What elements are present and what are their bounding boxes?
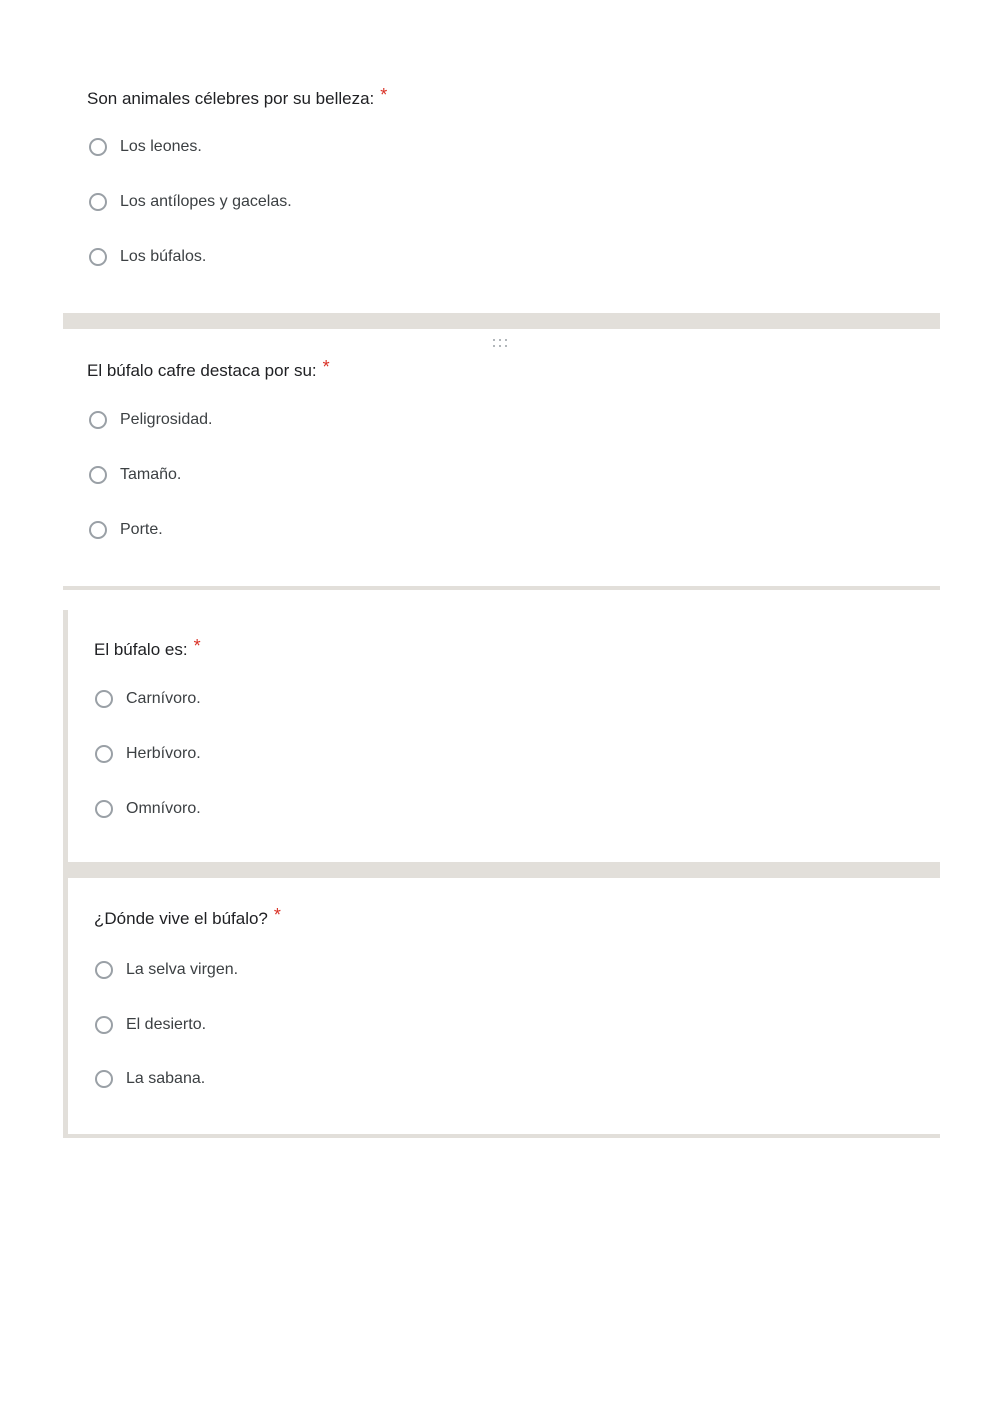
- question-title: [87, 85, 388, 109]
- radio-option[interactable]: [95, 690, 201, 708]
- radio-button[interactable]: [89, 521, 107, 539]
- question-card: [63, 60, 940, 313]
- radio-option[interactable]: [89, 248, 206, 266]
- required-asterisk: *: [380, 85, 388, 105]
- radio-option[interactable]: [89, 466, 181, 484]
- option-label: Porte.: [120, 521, 163, 538]
- radio-option[interactable]: [89, 411, 213, 429]
- section-separator: [63, 862, 940, 878]
- option-label: Peligrosidad.: [120, 411, 213, 428]
- radio-option[interactable]: [89, 521, 163, 539]
- question-card: [68, 878, 940, 1134]
- radio-option[interactable]: [95, 745, 201, 763]
- option-label: Carnívoro.: [126, 690, 201, 707]
- question-title-text: Son animales célebres por su belleza:: [87, 89, 375, 108]
- question-title-text: El búfalo cafre destaca por su:: [87, 361, 317, 380]
- radio-option[interactable]: [89, 193, 292, 211]
- option-label: El desierto.: [126, 1016, 207, 1033]
- radio-option[interactable]: [95, 800, 201, 818]
- section-separator: [63, 586, 940, 590]
- required-asterisk: *: [273, 905, 281, 925]
- radio-button[interactable]: [89, 138, 107, 156]
- question-title: [94, 636, 201, 660]
- question-card: [68, 610, 940, 862]
- option-label: Herbívoro.: [126, 745, 201, 762]
- drag-handle-icon[interactable]: [491, 338, 511, 348]
- option-label: Los antílopes y gacelas.: [120, 193, 292, 210]
- section-separator: [63, 313, 940, 329]
- option-label: Omnívoro.: [126, 800, 201, 817]
- radio-button[interactable]: [95, 745, 113, 763]
- option-label: Los búfalos.: [120, 248, 207, 265]
- radio-button[interactable]: [89, 411, 107, 429]
- question-title-text: El búfalo es:: [94, 640, 188, 659]
- question-card: [63, 329, 940, 586]
- radio-option[interactable]: [95, 1070, 205, 1088]
- question-title: [87, 357, 330, 381]
- radio-option[interactable]: [95, 961, 238, 979]
- required-asterisk: *: [193, 636, 201, 656]
- option-label: Tamaño.: [120, 466, 182, 483]
- option-label: La sabana.: [126, 1070, 206, 1087]
- option-label: Los leones.: [120, 138, 202, 155]
- radio-button[interactable]: [95, 800, 113, 818]
- question-title: [94, 905, 281, 929]
- radio-option[interactable]: [89, 138, 202, 156]
- radio-option[interactable]: [95, 1016, 206, 1034]
- radio-button[interactable]: [89, 193, 107, 211]
- radio-button[interactable]: [95, 690, 113, 708]
- section-separator: [63, 1134, 940, 1138]
- radio-button[interactable]: [89, 466, 107, 484]
- required-asterisk: *: [322, 357, 330, 377]
- radio-button[interactable]: [89, 248, 107, 266]
- radio-button[interactable]: [95, 1016, 113, 1034]
- question-title-text: ¿Dónde vive el búfalo?: [94, 909, 268, 928]
- option-label: La selva virgen.: [126, 961, 239, 978]
- radio-button[interactable]: [95, 961, 113, 979]
- radio-button[interactable]: [95, 1070, 113, 1088]
